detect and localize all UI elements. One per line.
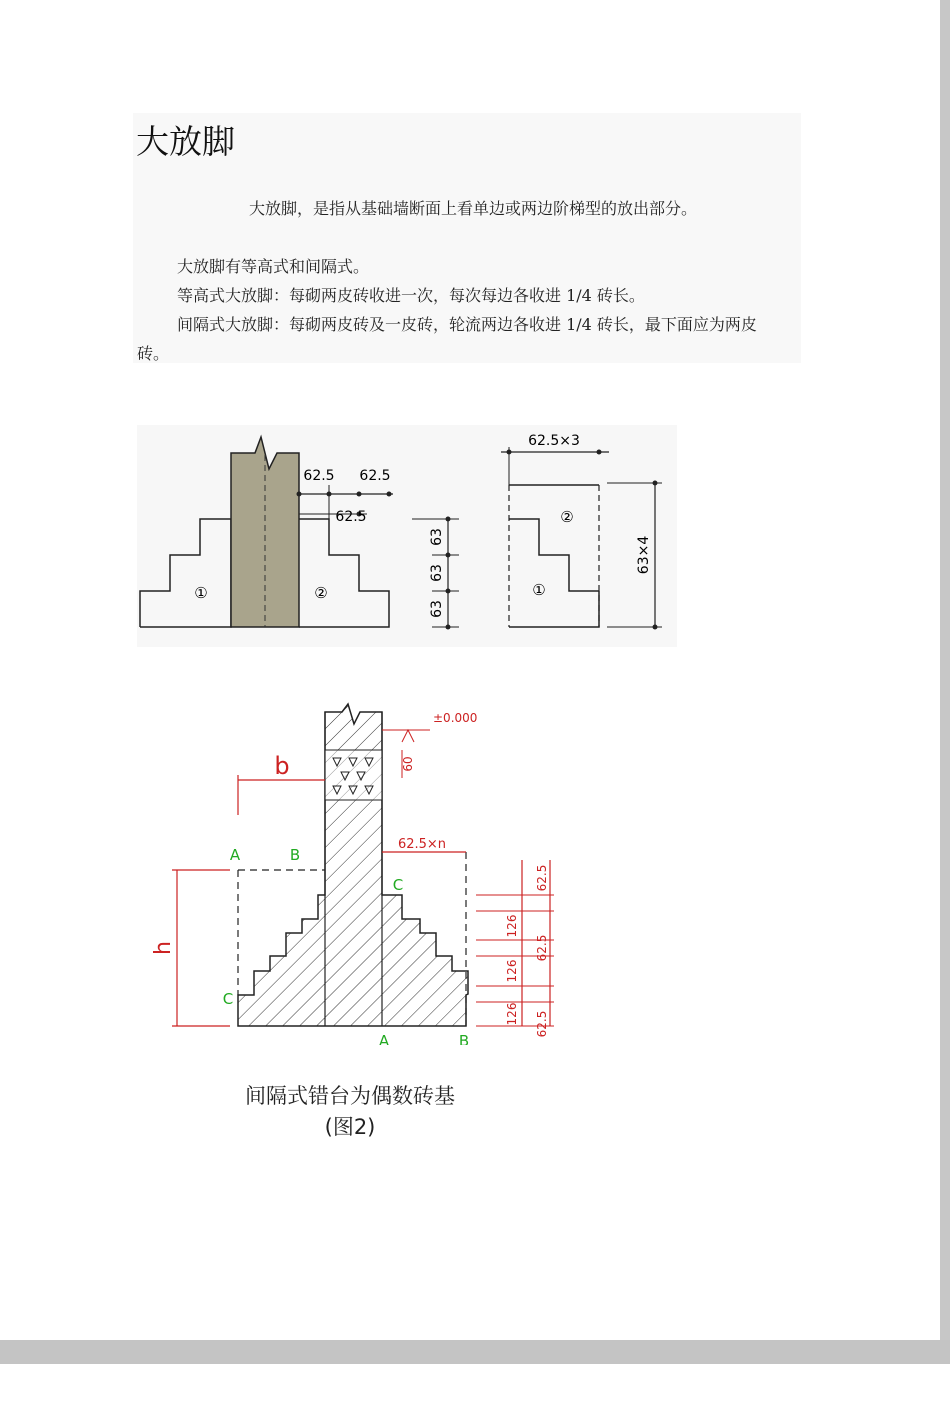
dim-height-1: 63: [429, 528, 445, 546]
dim-step-width: 62.5×n: [397, 837, 447, 852]
label-h: h: [151, 941, 176, 955]
right-dim-1: 62.5: [535, 864, 549, 892]
dim-height-total: 63×4: [636, 535, 652, 575]
right-dim-2: 126: [505, 914, 519, 938]
right-dim-5: 126: [505, 1002, 519, 1026]
paragraph-definition: 大放脚，是指从基础墙断面上看单边或两边阶梯型的放出部分。: [249, 199, 698, 218]
figure-number: (图2): [324, 1115, 376, 1139]
label-A-top: A: [229, 846, 241, 864]
page-separator-bar: [0, 1340, 950, 1364]
dim-lower: 62.5: [335, 509, 367, 525]
paragraph-equal-height: 等高式大放脚：每砌两皮砖收进一次，每次每边各收进 1/4 砖长。: [177, 286, 645, 305]
figure-interval-footing: [150, 700, 570, 1045]
label-C-right: C: [392, 876, 404, 894]
label-B-bottom: B: [458, 1032, 470, 1045]
circle-label-1: ①: [194, 584, 208, 602]
right-dim-3: 62.5: [535, 934, 549, 962]
dim-top-right: 62.5: [359, 468, 391, 484]
vertical-scrollbar[interactable]: [940, 0, 950, 1340]
small-circle-1: ①: [532, 581, 546, 599]
label-C-left: C: [222, 990, 234, 1008]
small-circle-2: ②: [560, 508, 574, 526]
dim-top-left: 62.5: [303, 468, 335, 484]
label-A-bottom: A: [378, 1032, 390, 1045]
level-mark: ±0.000: [433, 711, 478, 725]
dim-width-total: 62.5×3: [528, 433, 580, 449]
paragraph-types: 大放脚有等高式和间隔式。: [177, 257, 370, 276]
footing-outline: [140, 519, 231, 627]
figure-caption: 间隔式错台为偶数砖基: [245, 1084, 455, 1108]
right-dim-4: 126: [505, 959, 519, 983]
right-dim-6: 62.5: [535, 1010, 549, 1038]
label-B-top: B: [289, 846, 301, 864]
dim-60: 60: [401, 756, 415, 772]
figure-equal-height-footing: [137, 425, 677, 647]
footing-outline-right: [299, 519, 389, 627]
label-b: b: [274, 752, 290, 780]
dim-height-3: 63: [429, 600, 445, 618]
circle-label-2: ②: [314, 584, 328, 602]
dim-height-2: 63: [429, 564, 445, 582]
paragraph-interval: 间隔式大放脚：每砌两皮砖及一皮砖，轮流两边各收进 1/4 砖长，最下面应为两皮砖。: [137, 315, 757, 363]
page-title: 大放脚: [136, 122, 235, 161]
